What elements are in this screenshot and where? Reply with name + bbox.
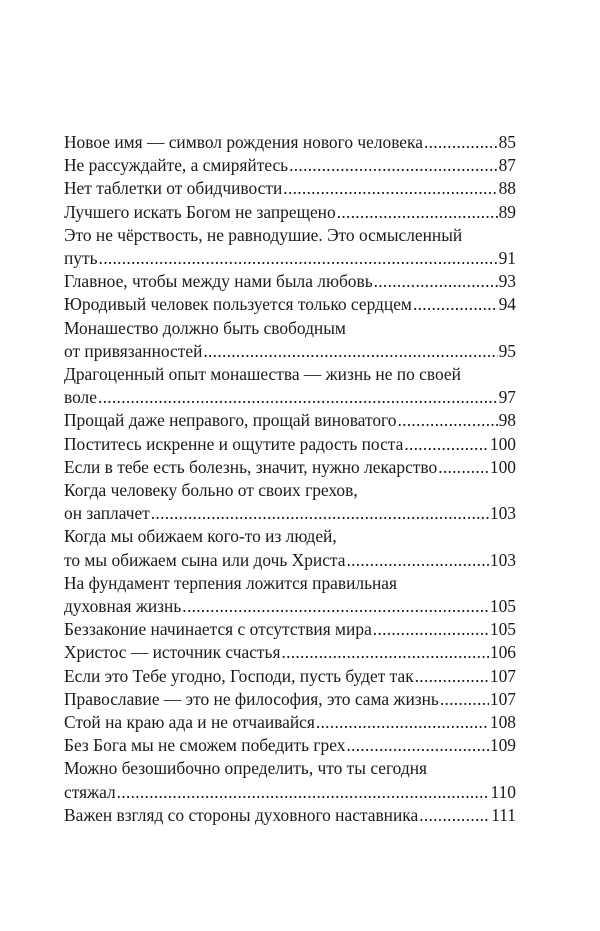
toc-entry-leader-line xyxy=(64,781,516,804)
toc-entry-page-number: 94 xyxy=(498,294,516,315)
toc-entry-page-number: 97 xyxy=(498,387,516,408)
toc-entry xyxy=(64,363,516,409)
toc-entry-title-line: Драгоценный опыт монашества — жизнь не по своей xyxy=(64,364,461,385)
toc-entry xyxy=(64,525,516,571)
toc-entry-leader-line xyxy=(64,549,516,572)
toc-entry-title: духовная жизнь xyxy=(64,596,182,617)
toc-entry-page-number: 98 xyxy=(498,410,516,431)
toc-entry xyxy=(64,734,516,757)
toc-entry-leader-line xyxy=(64,201,516,224)
toc-entry-title: путь xyxy=(64,248,98,269)
toc-entry-title: Лучшего искать Богом не запрещено xyxy=(64,201,336,222)
toc-entry-leader-line xyxy=(64,247,516,270)
dot-leader xyxy=(98,386,498,409)
toc-entry xyxy=(64,433,516,456)
toc-entry-page-number: 107 xyxy=(489,665,516,686)
toc-entry-leader-line xyxy=(64,618,516,641)
dot-leader xyxy=(281,641,488,664)
dot-leader xyxy=(203,340,497,363)
table-of-contents xyxy=(64,131,516,827)
toc-entry-page-number: 87 xyxy=(498,155,516,176)
toc-entry-leader-line xyxy=(64,688,516,711)
toc-entry-leader-line xyxy=(64,665,516,688)
dot-leader xyxy=(438,456,489,479)
toc-entry-title: то мы обижаем сына или дочь Христа xyxy=(64,549,346,570)
dot-leader xyxy=(283,177,497,200)
toc-entry-title: он заплачет xyxy=(64,503,150,524)
toc-entry-page-number: 88 xyxy=(498,178,516,199)
toc-entry-page-number: 105 xyxy=(489,619,516,640)
toc-entry-title: Главное, чтобы между нами была любовь xyxy=(64,271,373,292)
toc-entry xyxy=(64,409,516,432)
toc-entry-page-number: 91 xyxy=(498,248,516,269)
dot-leader xyxy=(151,502,489,525)
toc-entry-page-number: 103 xyxy=(489,503,516,524)
toc-entry xyxy=(64,131,516,154)
dot-leader xyxy=(316,711,489,734)
toc-entry-title: Прощай даже неправого, прощай виноватого xyxy=(64,410,397,431)
toc-entry-title: Без Бога мы не сможем победить грех xyxy=(64,735,346,756)
toc-entry-title: Поститесь искренне и ощутите радость поста xyxy=(64,433,404,454)
toc-entry-title-line: На фундамент терпения ложится правильная xyxy=(64,572,398,593)
toc-entry xyxy=(64,479,516,525)
toc-entry-title: Юродивый человек пользуется только сердцем xyxy=(64,294,412,315)
toc-entry xyxy=(64,804,516,827)
dot-leader xyxy=(99,247,498,270)
toc-entry-title: Новое имя — символ рождения нового человека xyxy=(64,132,423,152)
toc-entry-page-number: 100 xyxy=(489,456,516,477)
toc-entry-page-number: 111 xyxy=(491,804,516,825)
toc-entry-title: Важен взгляд со стороны духовного наставника xyxy=(64,804,419,825)
toc-entry xyxy=(64,757,516,803)
toc-entry-leader-line xyxy=(64,711,516,734)
toc-entry-title-line: Когда человеку больно от своих грехов, xyxy=(64,480,358,501)
toc-entry xyxy=(64,270,516,293)
toc-entry-page-number: 107 xyxy=(489,688,516,709)
toc-entry-page-number: 93 xyxy=(498,271,516,292)
toc-entry-leader-line xyxy=(64,177,516,200)
dot-leader xyxy=(440,688,489,711)
toc-entry-title: Если это Тебе угодно, Господи, пусть будет так xyxy=(64,665,414,686)
toc-entry xyxy=(64,154,516,177)
toc-entry-leader-line xyxy=(64,456,516,479)
dot-leader xyxy=(419,804,490,827)
toc-entry-title: Стой на краю ада и не отчаивайся xyxy=(64,712,315,733)
dot-leader xyxy=(397,409,497,432)
dot-leader xyxy=(346,734,488,757)
dot-leader xyxy=(182,595,489,618)
toc-entry-leader-line xyxy=(64,502,516,525)
toc-entry-leader-line xyxy=(64,641,516,664)
toc-entry xyxy=(64,572,516,618)
toc-entry-title: Беззаконие начинается с отсутствия мира xyxy=(64,619,372,640)
toc-entry-leader-line xyxy=(64,433,516,456)
dot-leader xyxy=(346,549,488,572)
toc-entry xyxy=(64,224,516,270)
toc-entry-title: Православие — это не философия, это сама жизнь xyxy=(64,688,439,709)
toc-entry-page-number: 85 xyxy=(498,132,516,152)
toc-entry-page-number: 89 xyxy=(498,201,516,222)
toc-entry xyxy=(64,618,516,641)
toc-entry-title: Если в тебе есть болезнь, значит, нужно лекарство xyxy=(64,456,438,477)
toc-entry-page-number: 95 xyxy=(498,340,516,361)
toc-entry-page-number: 103 xyxy=(489,549,516,570)
toc-entry-leader-line xyxy=(64,595,516,618)
toc-entry xyxy=(64,711,516,734)
toc-entry-title: воле xyxy=(64,387,97,408)
toc-entry xyxy=(64,688,516,711)
dot-leader xyxy=(424,131,498,154)
toc-entry xyxy=(64,456,516,479)
dot-leader xyxy=(337,201,498,224)
toc-entry-title: от привязанностей xyxy=(64,340,203,361)
toc-entry xyxy=(64,177,516,200)
toc-entry-leader-line xyxy=(64,154,516,177)
toc-entry-page-number: 109 xyxy=(489,735,516,756)
toc-entry-title: Не рассуждайте, а смиряйтесь xyxy=(64,155,289,176)
toc-entry xyxy=(64,665,516,688)
toc-entry-page-number: 110 xyxy=(490,781,516,802)
dot-leader xyxy=(289,154,497,177)
toc-entry xyxy=(64,293,516,316)
toc-entry-title-line: Монашество должно быть свободным xyxy=(64,317,346,338)
toc-entry-leader-line xyxy=(64,270,516,293)
toc-entry-title: стяжал xyxy=(64,781,116,802)
toc-entry-title-line: Когда мы обижаем кого-то из людей, xyxy=(64,526,337,547)
dot-leader xyxy=(373,618,489,641)
toc-entry-page-number: 100 xyxy=(489,433,516,454)
dot-leader xyxy=(415,665,489,688)
dot-leader xyxy=(374,270,498,293)
toc-entry xyxy=(64,201,516,224)
toc-entry-page-number: 108 xyxy=(489,712,516,733)
toc-entry xyxy=(64,641,516,664)
dot-leader xyxy=(413,293,498,316)
toc-entry-leader-line xyxy=(64,409,516,432)
toc-entry-title: Христос — источник счастья xyxy=(64,642,281,663)
toc-entry-page-number: 105 xyxy=(489,596,516,617)
toc-entry-leader-line xyxy=(64,340,516,363)
dot-leader xyxy=(404,433,489,456)
toc-entry-page-number: 106 xyxy=(489,642,516,663)
toc-entry-leader-line xyxy=(64,131,516,154)
toc-entry-leader-line xyxy=(64,293,516,316)
toc-entry xyxy=(64,317,516,363)
toc-entry-title: Нет таблетки от обидчивости xyxy=(64,178,283,199)
toc-entry-leader-line xyxy=(64,386,516,409)
toc-entry-title-line: Можно безошибочно определить, что ты сегодня xyxy=(64,758,428,779)
toc-entry-title-line: Это не чёрствость, не равнодушие. Это осмысленный xyxy=(64,224,463,245)
toc-entry-leader-line xyxy=(64,734,516,757)
toc-entry-leader-line xyxy=(64,804,516,827)
dot-leader xyxy=(117,781,490,804)
